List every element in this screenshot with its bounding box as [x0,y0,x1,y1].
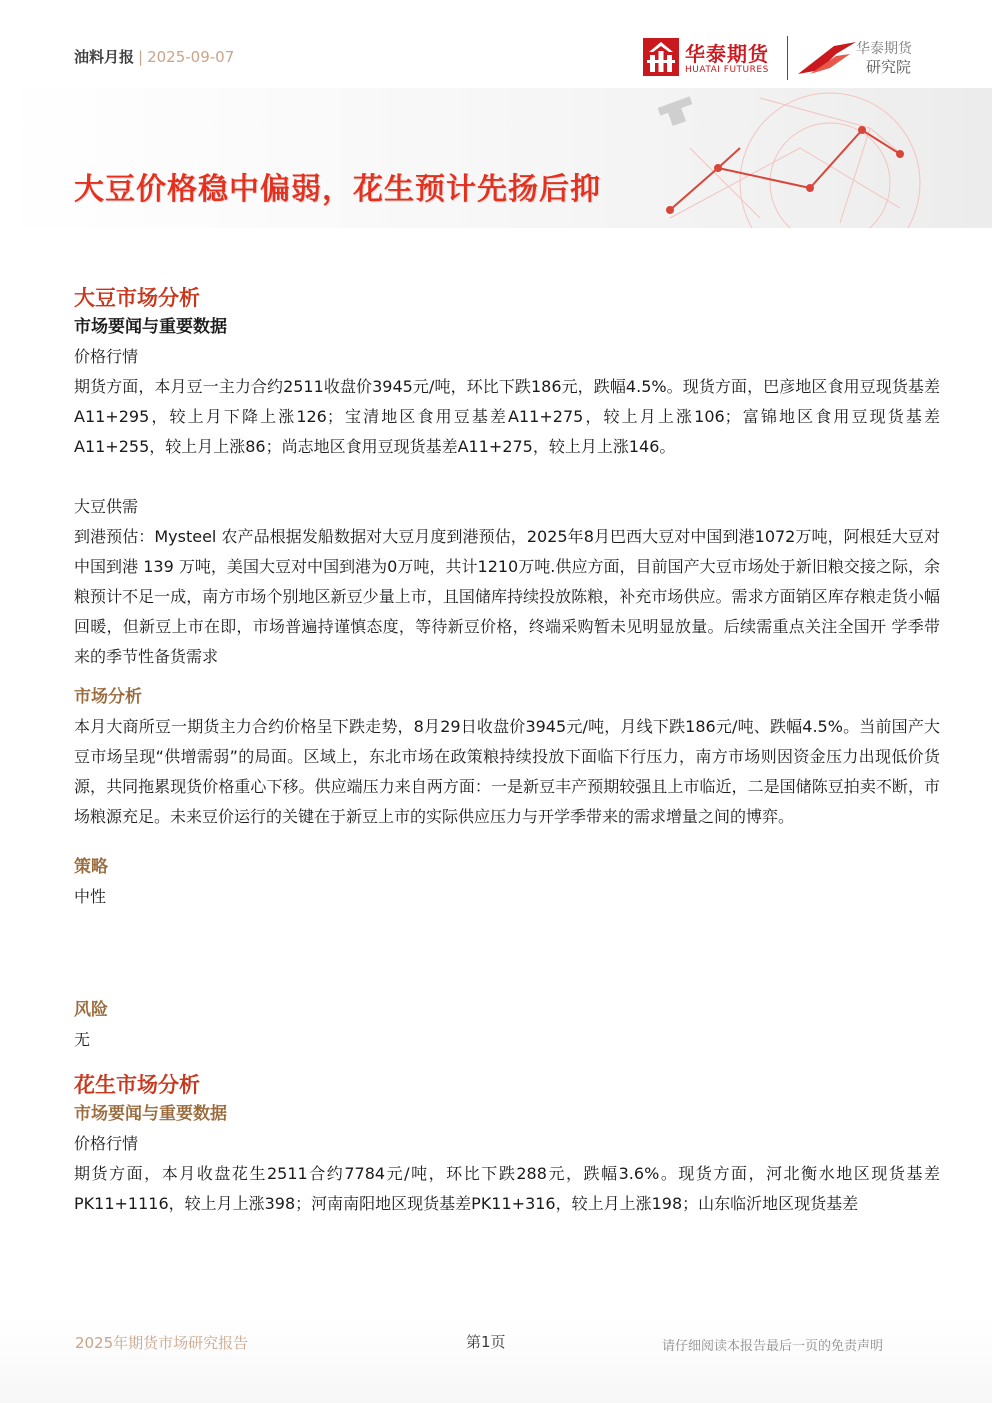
report-type: 油料月报 [74,48,135,66]
soybean-analysis-heading: 市场分析 [74,687,142,707]
huatai-futures-logo [643,38,783,78]
soybean-title: 大豆市场分析 [74,286,200,310]
peanut-section [74,1071,940,1219]
network-graphic [600,88,940,228]
footer-report-name: 2025年期货市场研究报告 [75,1334,249,1352]
footer-disclaimer: 请仔细阅读本报告最后一页的免责声明 [662,1339,884,1354]
title-banner [0,88,992,228]
page-title: 大豆价格稳中偏弱，花生预计先扬后抑 [74,172,601,207]
report-date: 2025-09-07 [147,48,235,66]
peanut-price-text: 期货方面，本月收盘花生2511合约7784元/吨，环比下跌288元，跌幅3.6%。现货方面，河北衡水地区现货基差PK11+1116，较上月上涨398；河南南阳地区现货基差PK11+316，较上月上涨198；山东临沂地区现货基差 [74,1164,940,1213]
page-number: 第1页 [466,1333,506,1351]
soybean-supply-text: 到港预估：Mysteel 农产品根据发船数据对大豆月度到港预估，2025年8月巴西大豆对中国到港1072万吨，阿根廷大豆对中国到港 139 万吨，美国大豆对中国到港为0万吨，共计1210万吨.供应方面，目前国产大豆市场处于新旧粮交接之际，余粮预计不足一成，南方市场个别地区新豆少量上市，且国储库持续投放陈粮，补充市场供应。需求方面销区库存粮走货小幅回暖，但新豆上市在即，市场普遍持谨慎态度，等待新豆价格，终端采购暂未见明显放量。后续需重点关注全国开 学季带来的季节性备货需求 [74,527,940,666]
report-body [74,284,940,1219]
soybean-strategy-heading: 策略 [74,857,108,877]
soybean-supply-label: 大豆供需 [74,497,139,516]
peanut-news-heading: 市场要闻与重要数据 [74,1104,227,1124]
logo2-line1: 华泰期货 [856,41,912,57]
soybean-section [74,284,940,1055]
soybean-risk-text: 无 [74,1030,91,1049]
huatai-logo-icon [643,38,679,76]
soybean-news-heading: 市场要闻与重要数据 [74,317,227,337]
header-separator: | [138,48,144,66]
wing-logo-icon [796,40,858,76]
peanut-price-label: 价格行情 [74,1134,139,1153]
soybean-price-text: 期货方面，本月豆一主力合约2511收盘价3945元/吨，环比下跌186元，跌幅4.5%。现货方面，巴彦地区食用豆现货基差A11+295，较上月下降上涨126；宝清地区食用豆基差A11+275，较上月上涨106；富锦地区食用豆现货基差A11+255，较上月上涨86；尚志地区食用豆现货基差A11+275，较上月上涨146。 [74,377,940,456]
report-header [74,46,234,67]
logo2-line2: 研究院 [866,58,912,76]
logo-divider [787,36,788,80]
logo-en-text: HUATAI FUTURES [685,65,769,75]
soybean-price-label: 价格行情 [74,347,139,366]
soybean-analysis-text: 本月大商所豆一期货主力合约价格呈下跌走势，8月29日收盘价3945元/吨，月线下跌186元/吨、跌幅4.5%。当前国产大豆市场呈现“供增需弱”的局面。区域上，东北市场在政策粮持续投放下面临下行压力，南方市场则因资金压力出现低价货源，共同拖累现货价格重心下移。供应端压力来自两方面：一是新豆丰产预期较强且上市临近，二是国储陈豆拍卖不断，市场粮源充足。未来豆价运行的关键在于新豆上市的实际供应压力与开学季带来的需求增量之间的博弈。 [74,717,940,826]
logo-cn-text: 华泰期货 [685,42,769,66]
peanut-title: 花生市场分析 [74,1073,200,1097]
research-institute-logo [796,36,926,80]
soybean-strategy-text: 中性 [74,887,107,906]
page-footer [0,1318,992,1403]
soybean-risk-heading: 风险 [74,1000,108,1020]
